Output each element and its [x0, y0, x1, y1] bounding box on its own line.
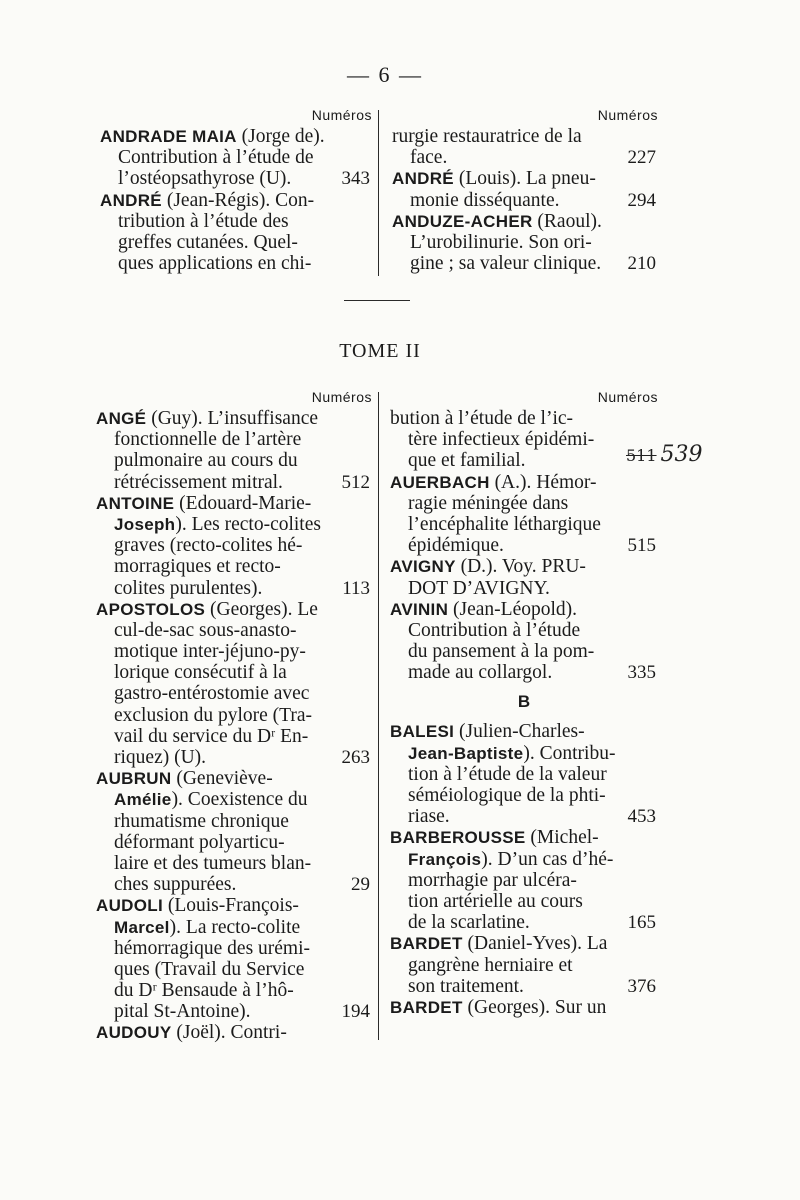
thesis-number: 453 — [627, 806, 656, 828]
page-number: — 6 — — [347, 62, 423, 87]
entry-line — [390, 721, 658, 742]
column-divider — [378, 392, 379, 1040]
entry-line: made au collargol. — [408, 662, 553, 684]
author-name: Marcel — [114, 917, 170, 937]
entry-line — [390, 849, 658, 870]
author-name: BALESI — [390, 722, 455, 742]
author-name: APOSTOLOS — [96, 599, 206, 619]
entry-line: rhumatisme chronique — [114, 810, 289, 832]
entry-line: L’urobilinurie. Son ori- — [410, 231, 592, 253]
entry-line: tribution à l’étude des — [118, 210, 289, 232]
author-name: BARDET — [390, 934, 463, 954]
thesis-number: 376 — [627, 975, 656, 997]
entry-line — [100, 126, 372, 147]
struck-number: 511 — [626, 446, 657, 465]
entry-text: (Julien-Charles- — [454, 721, 585, 743]
author-name: ANDRÉ — [392, 169, 454, 189]
entry-line — [390, 827, 658, 848]
entry-line: de la scarlatine. — [408, 912, 530, 934]
entry-text: (Geneviève- — [171, 768, 273, 790]
thesis-number: 165 — [627, 912, 656, 934]
entry-line: son traitement. — [408, 975, 524, 997]
author-name: BARDET — [390, 997, 463, 1017]
author-name: AUBRUN — [96, 769, 172, 789]
entry-line: exclusion du pylore (Tra- — [114, 704, 313, 726]
entry-line: laire et des tumeurs blan- — [114, 852, 312, 874]
entry-line — [96, 1022, 372, 1043]
entry-line: colites purulentes). — [114, 577, 263, 599]
column-header: Numéros — [311, 107, 372, 123]
entry-line — [392, 211, 658, 232]
entry-line: vail du service du Dʳ En- — [114, 725, 309, 747]
thesis-number: 294 — [627, 189, 656, 211]
thesis-number: 515 — [627, 535, 656, 557]
entry-text: (Jean-Régis). Con- — [161, 189, 315, 211]
entry-line: riase. — [408, 806, 450, 828]
entry-line — [390, 997, 658, 1018]
author-name: ANDUZE-ACHER — [392, 211, 533, 231]
entry-line: déformant polyarticu- — [114, 831, 285, 853]
entry-line: pulmonaire au cours du — [114, 450, 298, 472]
entry-line: lorique consécutif à la — [114, 662, 287, 684]
entry-line: motique inter-jéjuno-py- — [114, 641, 306, 663]
thesis-number: 335 — [627, 662, 656, 684]
entry-line — [390, 743, 658, 764]
entry-line: ques (Travail du Service — [114, 958, 305, 980]
column-header: Numéros — [597, 107, 658, 123]
entry-line — [96, 895, 372, 916]
index-entry — [96, 1022, 372, 1043]
index-entry — [392, 168, 658, 210]
entry-line — [390, 933, 658, 954]
entry-text: ). Les recto-colites — [175, 513, 321, 535]
index-entry — [96, 768, 372, 895]
entry-line — [96, 493, 372, 514]
tome2-left-column — [96, 386, 372, 1044]
index-entry — [390, 556, 658, 598]
index-entry — [96, 408, 372, 493]
entry-text: (Guy). L’insuffisance — [146, 408, 319, 429]
entry-line: que et familial. — [408, 450, 526, 472]
entry-text: (Georges). Sur un — [462, 996, 607, 1018]
section-title: TOME II — [339, 340, 421, 362]
entry-line: graves (recto-colites hé- — [114, 535, 303, 557]
author-name: AVIGNY — [390, 557, 456, 577]
entry-text: ). D’un cas d’hé- — [481, 848, 614, 870]
index-entry — [390, 408, 658, 472]
entry-line — [96, 599, 372, 620]
index-entry — [390, 933, 658, 997]
column-header: Numéros — [311, 389, 372, 405]
entry-line — [96, 789, 372, 810]
entry-line: l’encéphalite léthargique — [408, 513, 601, 535]
entry-line: tion à l’étude de la valeur — [408, 763, 607, 785]
thesis-number: 29 — [351, 874, 370, 896]
entry-line: morragiques et recto- — [114, 556, 281, 578]
author-name: AUDOUY — [96, 1023, 172, 1043]
entry-text: (Daniel-Yves). La — [462, 933, 608, 955]
thesis-number: 194 — [341, 1001, 370, 1023]
entry-text: (Raoul). — [532, 210, 602, 232]
entry-line: gangrène herniaire et — [408, 954, 573, 976]
entry-line: du pansement à la pom- — [408, 641, 595, 663]
index-entry — [390, 721, 658, 827]
entry-line — [392, 168, 658, 189]
author-name: Joseph — [114, 514, 176, 534]
entry-line: pital St-Antoine). — [114, 1001, 251, 1023]
author-name: AUDOLI — [96, 896, 163, 916]
entry-line: hémorragique des urémi- — [114, 937, 311, 959]
entry-line: bution à l’étude de l’ic- — [390, 408, 574, 429]
entry-line: morrhagie par ulcéra- — [408, 869, 577, 891]
author-name: BARBEROUSSE — [390, 828, 526, 848]
entry-line: ques applications en chi- — [118, 253, 312, 275]
entry-line: Contribution à l’étude — [408, 619, 581, 641]
entry-line: gine ; sa valeur clinique. — [410, 253, 602, 275]
entry-line: tère infectieux épidémi- — [408, 429, 595, 451]
entry-text: (D.). Voy. PRU- — [455, 556, 586, 578]
entry-line: ches suppurées. — [114, 874, 237, 896]
entry-text: ). La recto-colite — [169, 916, 301, 938]
column-divider — [378, 110, 379, 276]
author-name: ANDRÉ — [100, 190, 162, 210]
tome1-left-column — [100, 104, 372, 274]
entry-line — [96, 408, 372, 429]
author-name: François — [408, 849, 482, 869]
entry-line: séméiologique de la phti- — [408, 785, 606, 806]
entry-text: (Jean-Léopold). — [448, 598, 578, 620]
entry-line: gastro-entérostomie avec — [114, 683, 310, 705]
entry-line: riquez) (U). — [114, 747, 207, 768]
entry-line: greffes cutanées. Quel- — [118, 231, 298, 253]
handwritten-correction — [626, 442, 703, 467]
index-entry — [100, 126, 372, 190]
entry-line: ragie méningée dans — [408, 492, 569, 514]
entry-line — [390, 556, 658, 577]
index-entry — [392, 211, 658, 275]
entry-text: (Edouard-Marie- — [174, 492, 312, 514]
entry-text: (Georges). Le — [205, 598, 318, 620]
entry-line: fonctionnelle de l’artère — [114, 429, 302, 451]
entry-line — [390, 472, 658, 493]
entry-line: l’ostéopsathyrose (U). — [118, 168, 292, 190]
author-name: AUERBACH — [390, 472, 490, 492]
entry-line: tion artérielle au cours — [408, 890, 583, 912]
entry-text: ). Contribu- — [523, 742, 616, 764]
entry-line: Contribution à l’étude de — [118, 147, 314, 169]
author-name: ANGÉ — [96, 409, 147, 428]
letter-heading: B — [517, 692, 531, 712]
section-divider — [344, 300, 410, 301]
index-entry — [392, 126, 658, 168]
index-entry — [96, 493, 372, 599]
thesis-number: 343 — [341, 168, 370, 190]
thesis-number: 227 — [627, 147, 656, 169]
index-entry — [390, 599, 658, 684]
entry-line — [390, 599, 658, 620]
author-name: AVININ — [390, 599, 449, 619]
entry-line — [96, 514, 372, 535]
entry-text: (Louis-François- — [162, 895, 299, 917]
tome2-right-column — [390, 386, 658, 1018]
entry-text: (Michel- — [525, 827, 599, 849]
thesis-number: 113 — [342, 577, 370, 599]
entry-line: cul-de-sac sous-anasto- — [114, 619, 297, 641]
thesis-number: 210 — [627, 253, 656, 275]
author-name: Amélie — [114, 790, 172, 810]
index-entry — [390, 997, 658, 1018]
index-entry — [100, 190, 372, 275]
tome1-right-column — [392, 104, 658, 274]
entry-text: (Jorge de). — [236, 126, 325, 147]
author-name: ANTOINE — [96, 493, 175, 513]
entry-text: ). Coexistence du — [171, 789, 308, 811]
entry-line: DOT D’AVIGNY. — [408, 577, 550, 599]
index-entry — [390, 472, 658, 557]
entry-line: monie disséquante. — [410, 189, 560, 211]
entry-text: (Louis). La pneu- — [453, 168, 596, 190]
entry-line: rétrécissement mitral. — [114, 471, 283, 493]
thesis-number: 512 — [341, 471, 370, 493]
entry-line: rurgie restauratrice de la — [392, 126, 582, 147]
entry-line — [100, 190, 372, 211]
index-entry — [96, 895, 372, 1022]
corrected-number: 539 — [660, 442, 703, 467]
index-entry — [96, 599, 372, 769]
entry-line: épidémique. — [408, 535, 504, 557]
author-name: ANDRADE MAIA — [100, 127, 237, 146]
entry-line — [96, 768, 372, 789]
column-header: Numéros — [597, 389, 658, 405]
author-name: Jean-Baptiste — [408, 743, 524, 763]
entry-line: du Dʳ Bensaude à l’hô- — [114, 980, 294, 1002]
index-entry — [390, 827, 658, 933]
entry-text: (Joël). Contri- — [171, 1022, 287, 1044]
entry-line: face. — [410, 147, 448, 169]
entry-text: (A.). Hémor- — [489, 471, 597, 493]
thesis-number: 263 — [341, 747, 370, 769]
entry-line — [96, 917, 372, 938]
